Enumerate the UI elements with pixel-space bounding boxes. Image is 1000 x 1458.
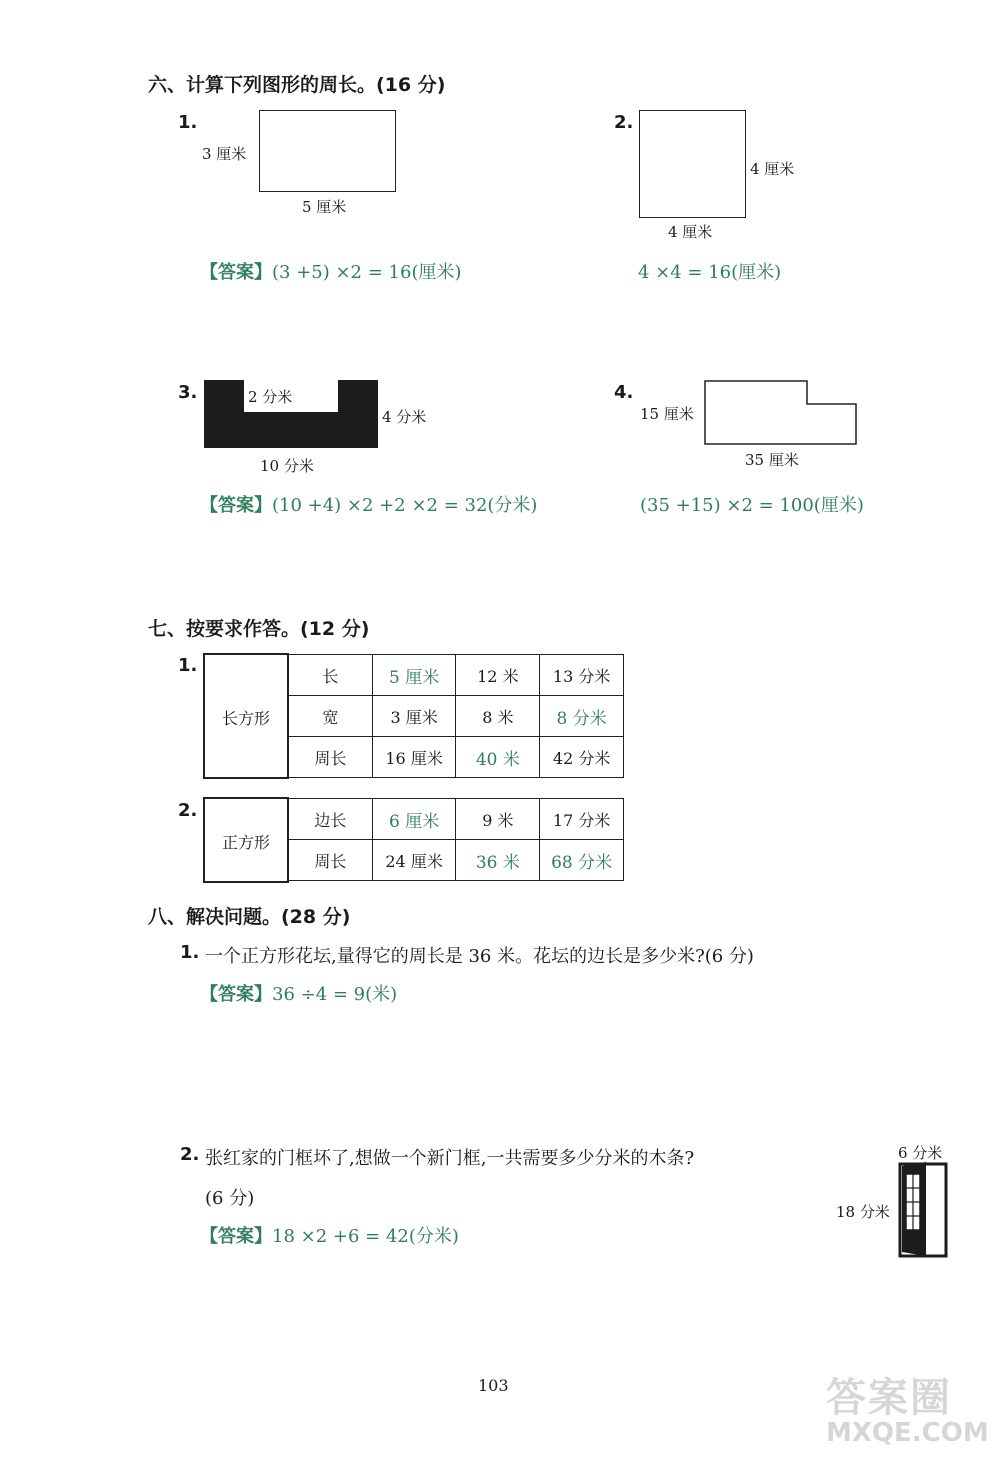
question-1-text: 一个正方形花坛,量得它的周长是 36 米。花坛的边长是多少米?(6 分): [205, 946, 754, 967]
problem-2-answer: 4 ×4 = 16(厘米): [638, 262, 782, 283]
watermark-url: MXQE.COM: [826, 1418, 989, 1448]
rect-height-label: 3 厘米: [202, 145, 247, 163]
table-cell: 5 厘米: [372, 655, 456, 696]
problem-1-answer: [200, 258, 461, 284]
table-cell: 3 厘米: [372, 696, 456, 737]
question-2-text: 张红家的门框坏了,想做一个新门框,一共需要多少分米的木条?: [205, 1148, 695, 1169]
step-shape-figure: [702, 378, 862, 448]
u-width-label: 10 分米: [260, 457, 314, 475]
table-cell: 6 厘米: [372, 799, 456, 840]
question-1-answer: [200, 980, 397, 1006]
watermark-logo: 答案圈: [826, 1375, 952, 1421]
table-2-shape-label: 正方形: [221, 833, 270, 852]
square-table: [288, 798, 624, 881]
problem-4-answer: (35 +15) ×2 = 100(厘米): [640, 495, 864, 516]
u-height-label: 4 分米: [382, 408, 427, 426]
problem-3-number: 3.: [178, 382, 198, 403]
square-shape: [639, 110, 746, 218]
answer-text: (3 +5) ×2 = 16(厘米): [272, 262, 462, 283]
table-cell: 24 厘米: [372, 840, 456, 881]
square-side-label: 4 厘米: [750, 160, 795, 178]
row-label: 周长: [289, 840, 373, 881]
section-7-title: 七、按要求作答。(12 分): [148, 618, 370, 640]
table-row: [289, 737, 624, 778]
row-label: 周长: [289, 737, 373, 778]
square-bottom-label: 4 厘米: [668, 223, 713, 241]
problem-2-number: 2.: [614, 112, 634, 133]
table-cell: 68 分米: [540, 840, 624, 881]
answer-text: 36 ÷4 = 9(米): [272, 984, 398, 1005]
answer-text: (10 +4) ×2 +2 ×2 = 32(分米): [272, 495, 538, 516]
table-cell: 8 米: [456, 696, 540, 737]
table-cell: 8 分米: [540, 696, 624, 737]
table-cell: 36 米: [456, 840, 540, 881]
question-2-points: (6 分): [205, 1188, 255, 1209]
step-height-label: 15 厘米: [640, 405, 694, 423]
table-cell: 40 米: [456, 737, 540, 778]
table-cell: 16 厘米: [372, 737, 456, 778]
step-width-label: 35 厘米: [745, 451, 799, 469]
table-1-shape-label: 长方形: [221, 709, 270, 728]
answer-tag: 【答案】: [200, 495, 272, 516]
table-row: [289, 799, 624, 840]
section-6-title: 六、计算下列图形的周长。(16 分): [148, 74, 446, 96]
table-cell: 42 分米: [540, 737, 624, 778]
row-label: 长: [289, 655, 373, 696]
door-height-label: 18 分米: [836, 1203, 890, 1221]
rectangle-shape: [259, 110, 396, 192]
problem-3-answer: [200, 491, 537, 517]
question-2-number: 2.: [180, 1144, 200, 1165]
table-2-number: 2.: [178, 800, 198, 821]
table-row: [289, 840, 624, 881]
answer-tag: 【答案】: [200, 984, 272, 1005]
answer-tag: 【答案】: [200, 1226, 272, 1247]
answer-tag: 【答案】: [200, 262, 272, 283]
rectangle-table: [288, 654, 624, 778]
row-label: 宽: [289, 696, 373, 737]
section-8-title: 八、解决问题。(28 分): [148, 906, 351, 928]
table-cell: 12 米: [456, 655, 540, 696]
answer-text: 18 ×2 +6 = 42(分米): [272, 1226, 459, 1247]
table-cell: 9 米: [456, 799, 540, 840]
table-1-number: 1.: [178, 655, 198, 676]
row-label: 边长: [289, 799, 373, 840]
table-row: [289, 696, 624, 737]
step-shape-outline: [705, 381, 856, 444]
rect-width-label: 5 厘米: [302, 198, 347, 216]
door-width-label: 6 分米: [898, 1144, 943, 1162]
u-notch-label: 2 分米: [248, 388, 293, 406]
table-cell: 13 分米: [540, 655, 624, 696]
table-cell: 17 分米: [540, 799, 624, 840]
door-icon: [896, 1160, 952, 1260]
table-row: [289, 655, 624, 696]
question-1-number: 1.: [180, 942, 200, 963]
question-2-answer: [200, 1222, 459, 1248]
problem-1-number: 1.: [178, 112, 198, 133]
page-number: 103: [478, 1376, 509, 1395]
problem-4-number: 4.: [614, 382, 634, 403]
